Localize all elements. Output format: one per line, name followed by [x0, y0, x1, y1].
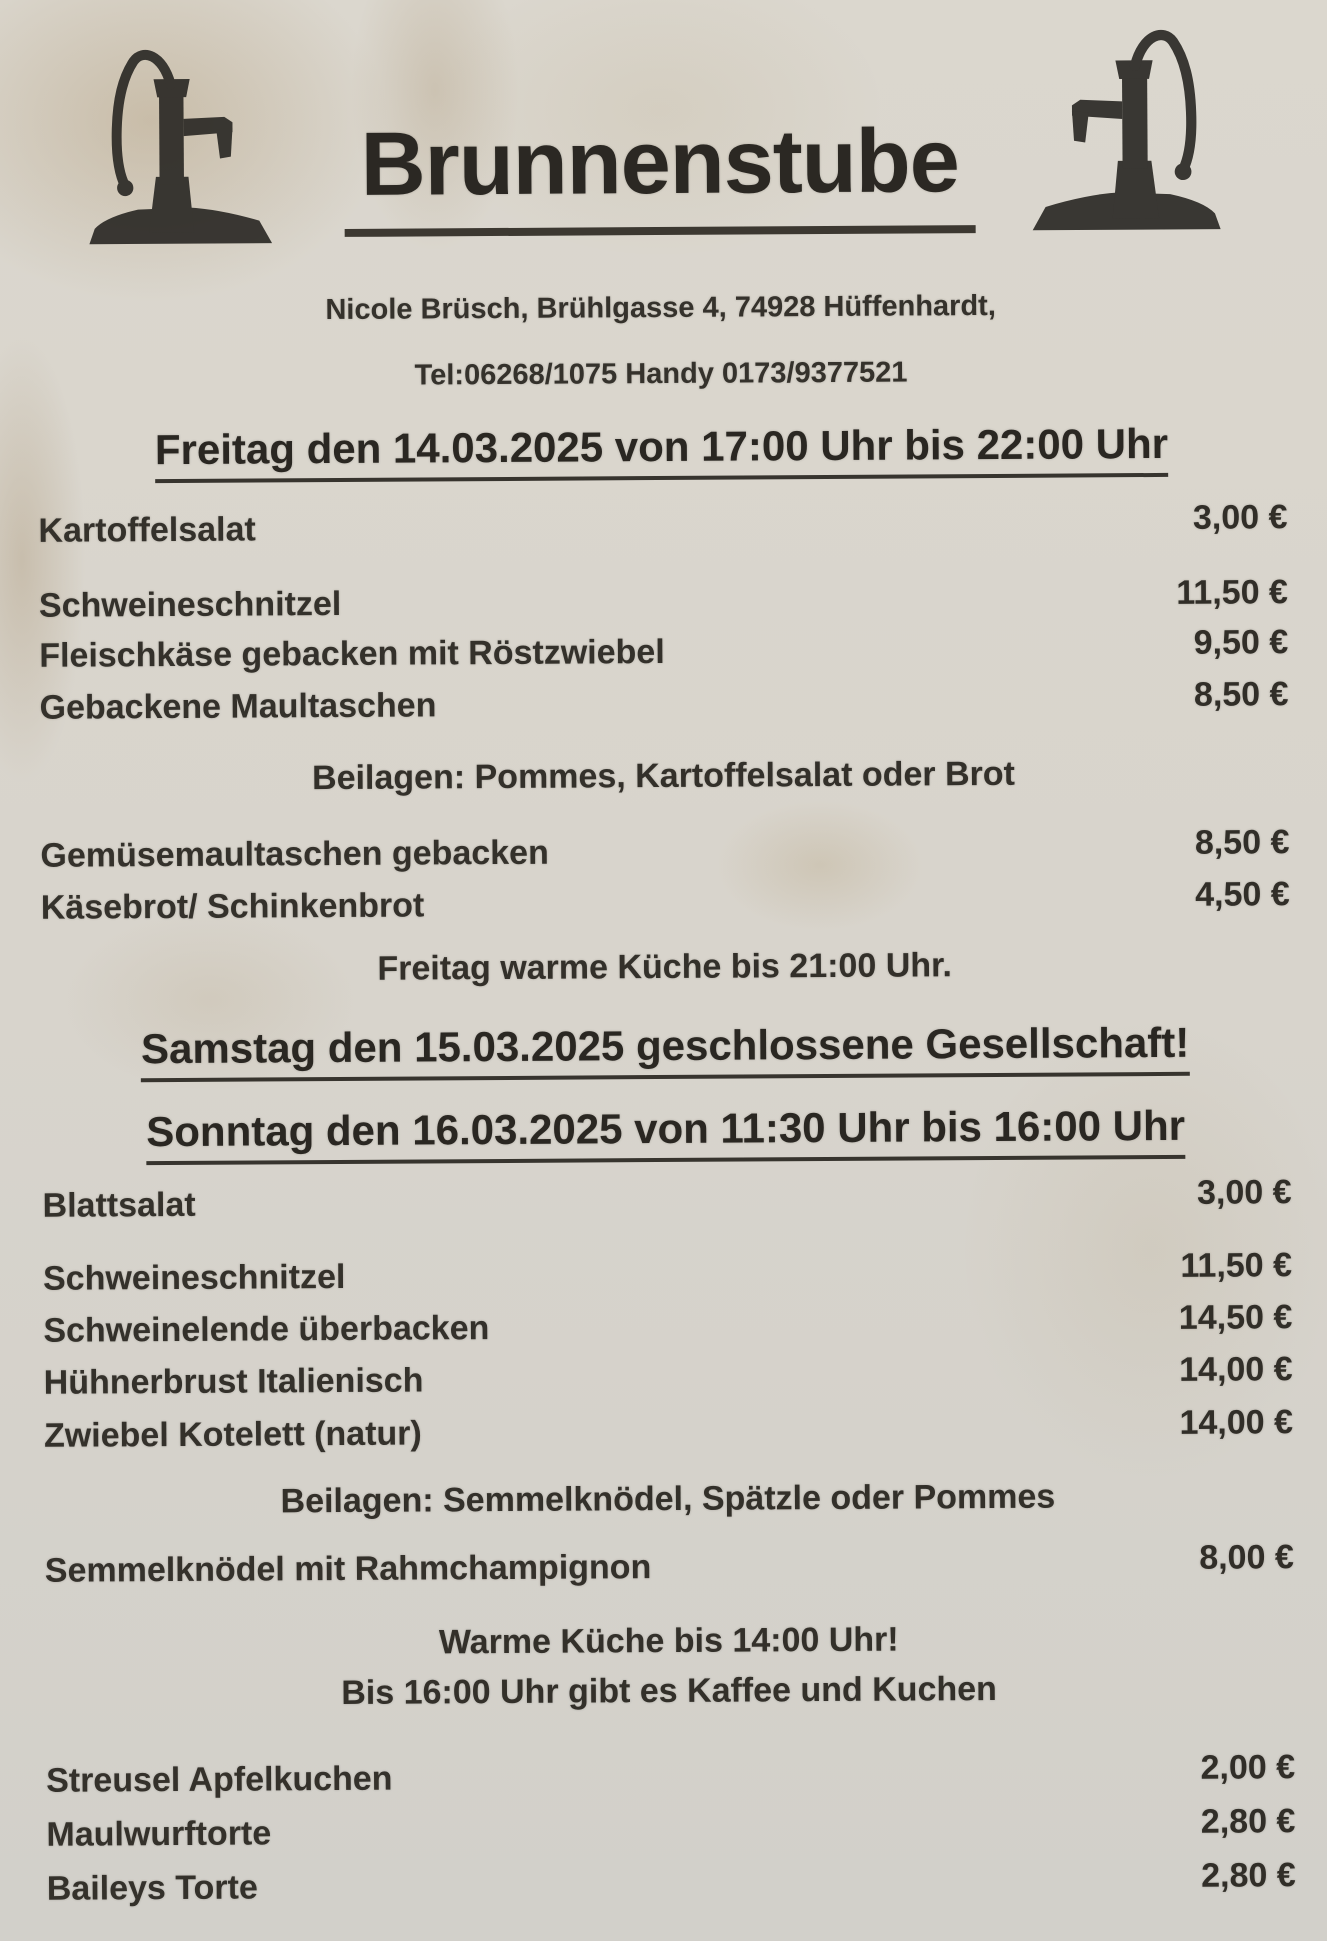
- dish-price: 2,00 €: [1200, 1748, 1296, 1787]
- sunday-heading: Sonntag den 16.03.2025 von 11:30 Uhr bis 16:00 Uhr: [146, 1102, 1185, 1165]
- dish-price: 14,50 €: [1178, 1298, 1293, 1337]
- friday-heading: Freitag den 14.03.2025 von 17:00 Uhr bis 22:00 Uhr: [155, 420, 1168, 483]
- dish-name: Gebackene Maultaschen: [39, 686, 437, 727]
- dish-name: Zwiebel Kotelett (natur): [43, 1414, 422, 1455]
- menu-row: [39, 675, 1289, 728]
- sunday-heading-wrap: [2, 1101, 1327, 1166]
- sunday-sides-note: Beilagen: Semmelknödel, Spätzle oder Pommes: [280, 1477, 1056, 1521]
- title-wrap: [0, 108, 1324, 239]
- dish-name: Streusel Apfelkuchen: [46, 1759, 393, 1800]
- menu-row: [46, 1802, 1296, 1855]
- menu-row: [40, 823, 1290, 876]
- dish-name: Hühnerbrust Italienisch: [43, 1361, 424, 1402]
- friday-sides-note: Beilagen: Pommes, Kartoffelsalat oder Brot: [311, 754, 1016, 798]
- menu-row: [40, 875, 1290, 928]
- dish-price: 8,50 €: [1193, 675, 1289, 714]
- menu-row: [42, 1246, 1293, 1299]
- friday-heading-wrap: [0, 419, 1325, 484]
- dish-price: 14,00 €: [1179, 1350, 1293, 1389]
- menu-row: [46, 1856, 1296, 1909]
- dish-price: 9,50 €: [1193, 623, 1289, 662]
- dish-price: 8,50 €: [1194, 823, 1290, 862]
- dish-price: 8,00 €: [1199, 1538, 1294, 1577]
- dish-price: 3,00 €: [1196, 1173, 1292, 1212]
- saturday-heading-wrap: [2, 1018, 1327, 1083]
- dish-name: Blattsalat: [42, 1185, 196, 1225]
- menu-row: [43, 1403, 1294, 1456]
- menu-row: [39, 623, 1289, 676]
- dish-price: 3,00 €: [1192, 498, 1288, 537]
- dish-name: Maulwurftorte: [46, 1814, 272, 1854]
- dish-price: 2,80 €: [1201, 1856, 1296, 1895]
- dish-name: Schweineschnitzel: [42, 1257, 346, 1298]
- phone-line: Tel:06268/1075 Handy 0173/9377521: [414, 356, 908, 392]
- sunday-coffee-note: Bis 16:00 Uhr gibt es Kaffee und Kuchen: [341, 1669, 997, 1712]
- menu-row: [42, 1173, 1292, 1226]
- dish-name: Baileys Torte: [46, 1868, 258, 1908]
- dish-name: Gemüsemaultaschen gebacken: [40, 833, 549, 875]
- menu-row: [44, 1538, 1294, 1591]
- dish-name: Schweinelende überbacken: [43, 1309, 490, 1350]
- saturday-heading: Samstag den 15.03.2025 geschlossene Gesellschaft!: [141, 1019, 1190, 1082]
- restaurant-title: Brunnenstube: [344, 110, 975, 237]
- menu-row: [46, 1748, 1296, 1801]
- dish-name: Semmelknödel mit Rahmchampignon: [44, 1548, 652, 1590]
- dish-price: 4,50 €: [1195, 875, 1290, 914]
- dish-name: Käsebrot/ Schinkenbrot: [40, 886, 425, 927]
- dish-name: Schweineschnitzel: [38, 584, 342, 625]
- dish-name: Fleischkäse gebacken mit Röstzwiebel: [39, 632, 665, 675]
- menu-row: [43, 1298, 1293, 1351]
- address-line: Nicole Brüsch, Brühlgasse 4, 74928 Hüffenhardt,: [325, 289, 996, 327]
- friday-kitchen-note: Freitag warme Küche bis 21:00 Uhr.: [377, 946, 952, 988]
- menu-row: [43, 1350, 1293, 1403]
- dish-price: 11,50 €: [1176, 573, 1289, 612]
- dish-price: 2,80 €: [1200, 1802, 1296, 1841]
- menu-row: [38, 498, 1288, 551]
- dish-price: 11,50 €: [1180, 1246, 1293, 1285]
- menu-row: [38, 573, 1289, 626]
- dish-name: Kartoffelsalat: [38, 510, 256, 550]
- sunday-kitchen-note: Warme Küche bis 14:00 Uhr!: [438, 1620, 899, 1662]
- dish-price: 14,00 €: [1179, 1403, 1294, 1442]
